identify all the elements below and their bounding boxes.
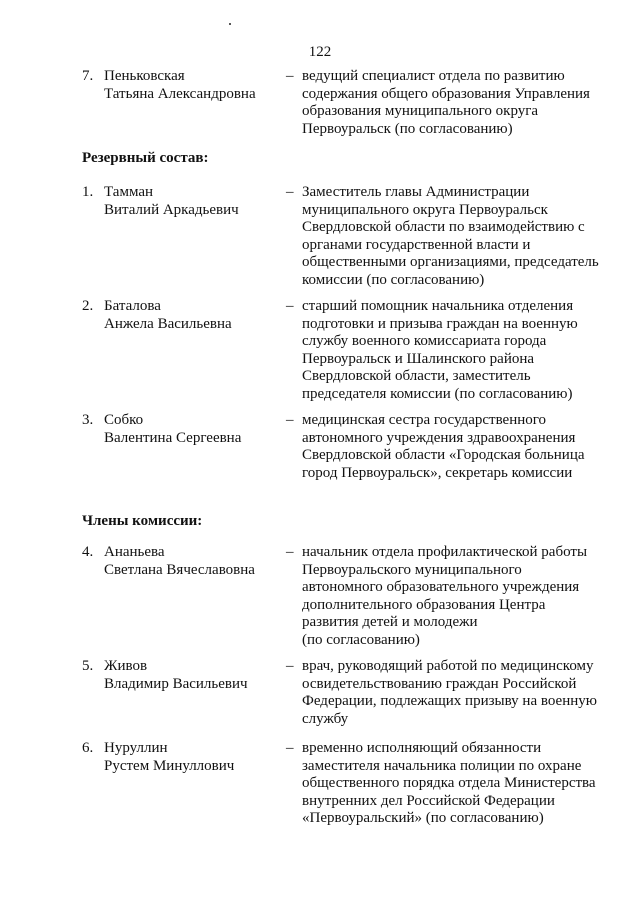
given-names: Анжела Васильевна xyxy=(104,315,232,332)
section-heading-members: Члены комиссии: xyxy=(82,513,203,529)
person-name xyxy=(104,740,284,775)
dash: – xyxy=(286,68,294,84)
person-name xyxy=(104,658,284,693)
desc-line: внутренних дел Российской Федерации xyxy=(302,792,555,809)
desc-line: Заместитель главы Администрации xyxy=(302,184,530,200)
desc-line: службу xyxy=(302,710,349,727)
surname: Ананьева xyxy=(104,544,165,560)
desc-line: органами государственной власти и xyxy=(302,236,531,253)
section-heading-reserve: Резервный состав: xyxy=(82,150,209,166)
item-number: 7. xyxy=(82,68,94,84)
desc-line: автономного учреждения здравоохранения xyxy=(302,429,576,446)
person-name xyxy=(104,68,284,103)
desc-line: Первоуральского муниципального xyxy=(302,561,522,578)
dash: – xyxy=(286,740,294,756)
desc-line: дополнительного образования Центра xyxy=(302,596,546,613)
desc-line: Федерации, подлежащих призыву на военную xyxy=(302,693,597,709)
desc-line: (по согласованию) xyxy=(302,631,420,648)
dash: – xyxy=(286,658,294,674)
position-description xyxy=(302,658,608,728)
item-number: 3. xyxy=(82,412,94,428)
desc-line: Свердловской области, заместитель xyxy=(302,368,531,384)
desc-line: освидетельствованию граждан Российской xyxy=(302,675,577,692)
desc-line: старший помощник начальника отделения xyxy=(302,298,574,314)
item-number: 2. xyxy=(82,298,94,314)
desc-line: «Первоуральский» (по согласованию) xyxy=(302,810,544,826)
position-description xyxy=(302,184,608,289)
desc-line: Первоуральск и Шалинского района xyxy=(302,350,535,367)
dash: – xyxy=(286,184,294,200)
given-names: Виталий Аркадьевич xyxy=(104,201,239,218)
desc-line: общественного порядка отдела Министерства xyxy=(302,775,596,791)
dash: – xyxy=(286,412,294,428)
surname: Баталова xyxy=(104,298,161,314)
dash: – xyxy=(286,544,294,560)
item-number: 4. xyxy=(82,544,94,560)
item-number: 5. xyxy=(82,658,94,674)
desc-line: общественными организациями, председатель xyxy=(302,254,599,270)
surname: Пеньковская xyxy=(104,68,185,84)
person-name xyxy=(104,184,284,219)
desc-line: Свердловской области «Городская больница xyxy=(302,447,585,463)
position-description xyxy=(302,298,608,403)
position-description xyxy=(302,68,608,138)
person-name xyxy=(104,298,284,333)
person-name xyxy=(104,412,284,447)
surname: Собко xyxy=(104,412,144,428)
desc-line: развития детей и молодежи xyxy=(302,614,478,630)
given-names: Татьяна Александровна xyxy=(104,85,256,102)
position-description xyxy=(302,740,608,828)
item-number: 6. xyxy=(82,740,94,756)
position-description xyxy=(302,412,608,482)
desc-line: Первоуральск (по согласованию) xyxy=(302,120,513,137)
surname: Тамман xyxy=(104,184,154,200)
desc-line: Свердловской области по взаимодействию с xyxy=(302,219,585,235)
desc-line: временно исполняющий обязанности xyxy=(302,740,542,756)
desc-line: муниципального округа Первоуральск xyxy=(302,201,548,218)
desc-line: врач, руководящий работой по медицинскому xyxy=(302,658,594,674)
given-names: Рустем Минуллович xyxy=(104,757,235,774)
desc-line: заместителя начальника полиции по охране xyxy=(302,757,582,774)
surname: Нуруллин xyxy=(104,740,168,756)
dash: – xyxy=(286,298,294,314)
position-description xyxy=(302,544,608,649)
desc-line: медицинская сестра государственного xyxy=(302,412,547,428)
desc-line: комиссии (по согласованию) xyxy=(302,271,485,288)
desc-line: председателя комиссии (по согласованию) xyxy=(302,385,573,402)
scan-speck xyxy=(229,23,231,25)
surname: Живов xyxy=(104,658,148,674)
desc-line: автономного образовательного учреждения xyxy=(302,579,580,595)
page-number: 122 xyxy=(308,44,332,60)
desc-line: ведущий специалист отдела по развитию xyxy=(302,68,565,84)
desc-line: город Первоуральск», секретарь комиссии xyxy=(302,464,573,481)
desc-line: начальник отдела профилактической работы xyxy=(302,544,588,560)
given-names: Владимир Васильевич xyxy=(104,675,248,692)
desc-line: содержания общего образования Управления xyxy=(302,85,590,102)
desc-line: образования муниципального округа xyxy=(302,103,539,119)
item-number: 1. xyxy=(82,184,94,200)
desc-line: подготовки и призыва граждан на военную xyxy=(302,315,578,332)
given-names: Валентина Сергеевна xyxy=(104,429,242,446)
person-name xyxy=(104,544,284,579)
given-names: Светлана Вячеславовна xyxy=(104,561,255,578)
desc-line: службу военного комиссариата города xyxy=(302,333,547,349)
